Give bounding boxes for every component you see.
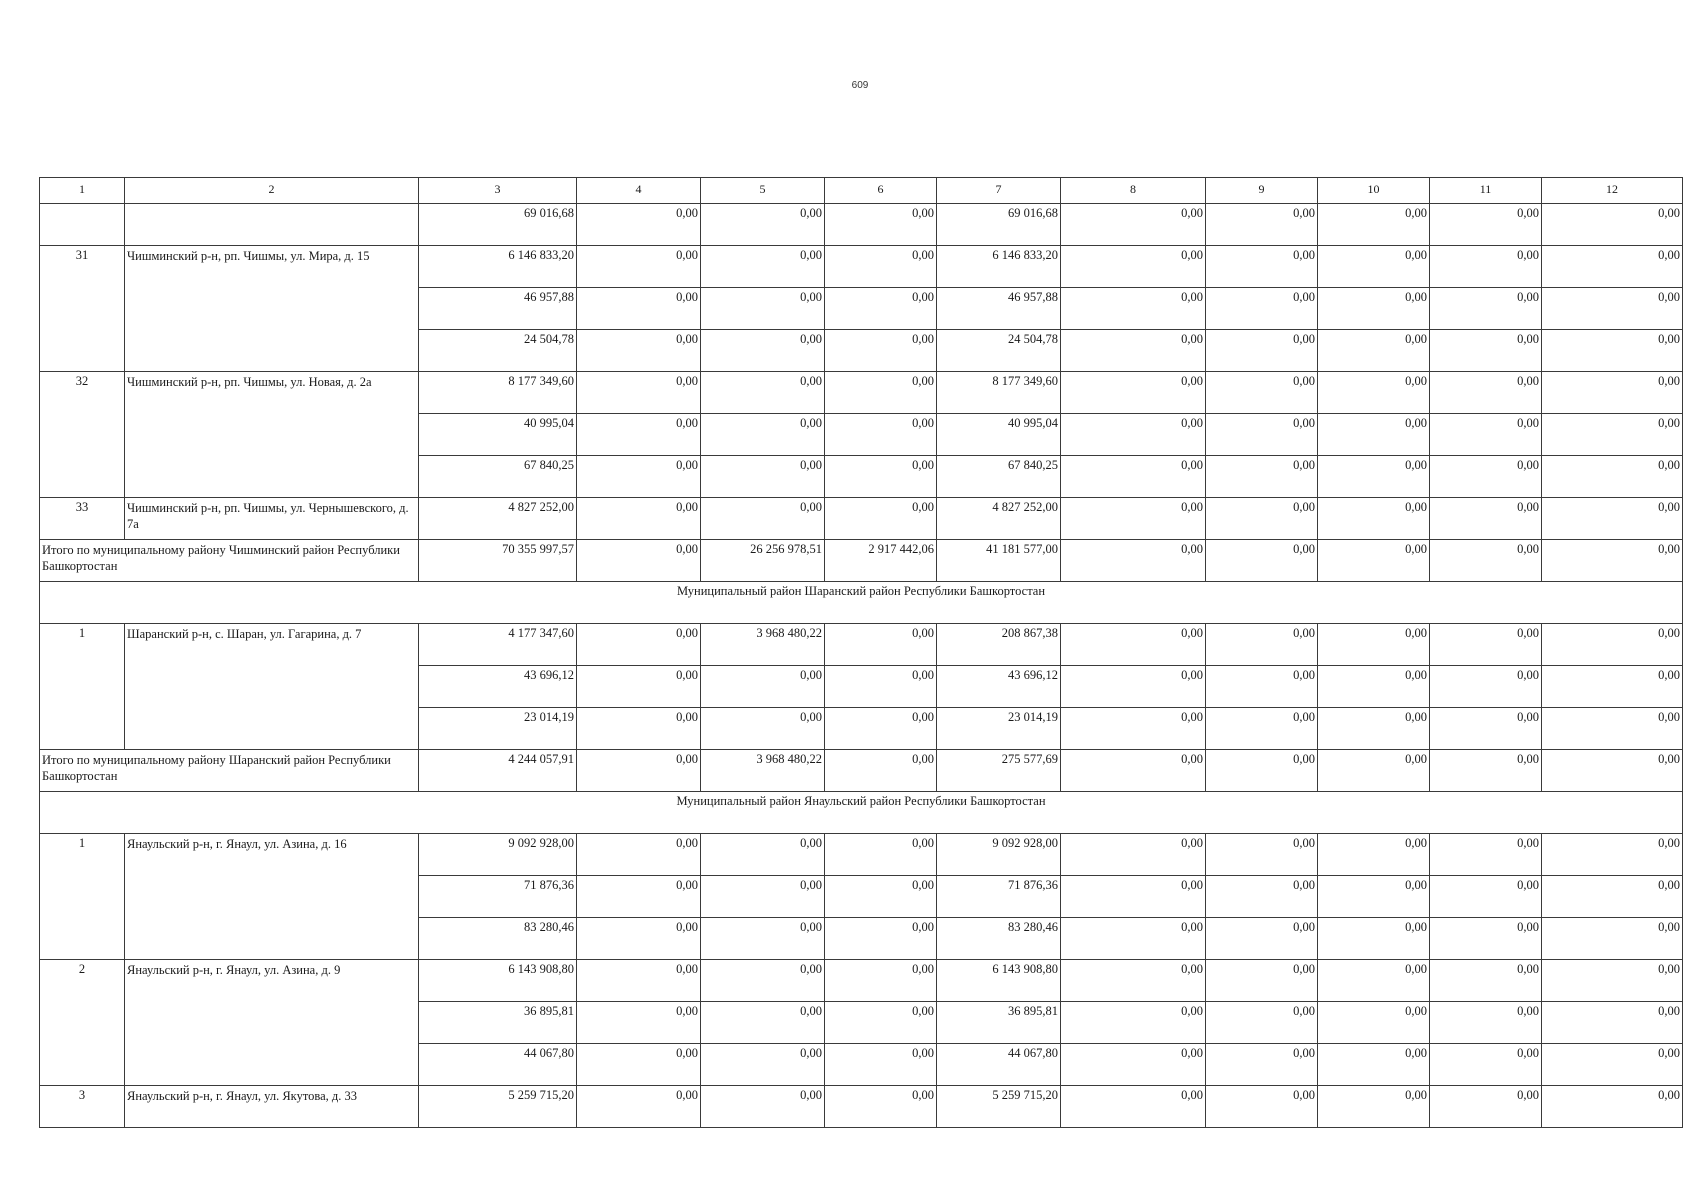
amount-cell: 0,00 [1542,498,1683,540]
table-row [40,204,1683,246]
amount-cell: 0,00 [577,288,701,330]
amount-cell: 0,00 [1542,204,1683,246]
amount-cell: 24 504,78 [419,330,577,372]
amount-cell: 0,00 [1206,1044,1318,1086]
budget-table [39,177,1683,1128]
object-address: Янаульский р-н, г. Янаул, ул. Якутова, д. 33 [125,1086,419,1128]
amount-cell: 23 014,19 [419,708,577,750]
district-section-header [40,792,1683,834]
amount-cell: 0,00 [1206,1002,1318,1044]
amount-cell: 3 968 480,22 [701,624,825,666]
amount-cell: 0,00 [825,330,937,372]
amount-cell: 0,00 [825,708,937,750]
amount-cell: 0,00 [1542,834,1683,876]
amount-cell: 40 995,04 [937,414,1061,456]
total-amount: 0,00 [1318,540,1430,582]
table-row [40,624,1683,666]
amount-cell: 0,00 [1542,372,1683,414]
amount-cell: 0,00 [1542,414,1683,456]
amount-cell: 6 146 833,20 [937,246,1061,288]
amount-cell: 0,00 [1061,414,1206,456]
amount-cell: 0,00 [701,666,825,708]
section-title: Муниципальный район Шаранский район Республики Башкортостан [40,582,1683,624]
amount-cell: 0,00 [1430,1044,1542,1086]
amount-cell: 0,00 [701,876,825,918]
amount-cell: 0,00 [1430,876,1542,918]
amount-cell: 0,00 [1430,666,1542,708]
amount-cell: 0,00 [701,330,825,372]
amount-cell: 0,00 [1061,834,1206,876]
object-number: 32 [40,372,125,498]
amount-cell: 0,00 [1318,1086,1430,1128]
amount-cell: 0,00 [577,330,701,372]
object-number: 1 [40,624,125,750]
amount-cell: 0,00 [1318,960,1430,1002]
amount-cell: 0,00 [701,708,825,750]
amount-cell: 43 696,12 [419,666,577,708]
amount-cell: 0,00 [825,960,937,1002]
amount-cell: 0,00 [1061,1086,1206,1128]
amount-cell: 0,00 [577,246,701,288]
column-number: 12 [1542,178,1683,204]
amount-cell: 0,00 [1430,708,1542,750]
amount-cell: 0,00 [577,834,701,876]
amount-cell: 5 259 715,20 [937,1086,1061,1128]
amount-cell: 0,00 [825,498,937,540]
amount-cell: 69 016,68 [419,204,577,246]
amount-cell: 0,00 [1061,918,1206,960]
total-amount: 26 256 978,51 [701,540,825,582]
amount-cell: 0,00 [1430,960,1542,1002]
amount-cell: 6 146 833,20 [419,246,577,288]
amount-cell: 0,00 [825,666,937,708]
amount-cell: 0,00 [1542,1086,1683,1128]
amount-cell: 0,00 [825,372,937,414]
amount-cell: 0,00 [1318,708,1430,750]
amount-cell: 8 177 349,60 [937,372,1061,414]
amount-cell: 0,00 [1061,960,1206,1002]
total-amount: 275 577,69 [937,750,1061,792]
amount-cell: 0,00 [1318,330,1430,372]
object-number [40,204,125,246]
amount-cell: 5 259 715,20 [419,1086,577,1128]
column-number: 7 [937,178,1061,204]
amount-cell: 67 840,25 [419,456,577,498]
amount-cell: 0,00 [1061,330,1206,372]
amount-cell: 0,00 [1318,246,1430,288]
district-total-row [40,540,1683,582]
amount-cell: 44 067,80 [937,1044,1061,1086]
amount-cell: 0,00 [1061,288,1206,330]
amount-cell: 9 092 928,00 [937,834,1061,876]
amount-cell: 0,00 [1061,456,1206,498]
amount-cell: 0,00 [825,1086,937,1128]
amount-cell: 0,00 [1542,960,1683,1002]
amount-cell: 0,00 [1206,834,1318,876]
amount-cell: 0,00 [825,204,937,246]
column-number: 9 [1206,178,1318,204]
amount-cell: 0,00 [577,1044,701,1086]
amount-cell: 0,00 [701,918,825,960]
table-row [40,372,1683,414]
amount-cell: 83 280,46 [419,918,577,960]
amount-cell: 0,00 [1206,204,1318,246]
amount-cell: 0,00 [1430,456,1542,498]
amount-cell: 40 995,04 [419,414,577,456]
amount-cell: 0,00 [1206,372,1318,414]
amount-cell: 0,00 [1061,666,1206,708]
amount-cell: 0,00 [701,498,825,540]
district-section-header [40,582,1683,624]
object-address: Чишминский р-н, рп. Чишмы, ул. Мира, д. 15 [125,246,419,372]
amount-cell: 0,00 [1206,960,1318,1002]
amount-cell: 0,00 [1318,1002,1430,1044]
amount-cell: 0,00 [701,960,825,1002]
total-label: Итого по муниципальному району Чишминский район Республики Башкортостан [40,540,419,582]
page-number: 609 [851,80,869,91]
column-number: 1 [40,178,125,204]
amount-cell: 0,00 [577,708,701,750]
amount-cell: 67 840,25 [937,456,1061,498]
column-number-row [40,178,1683,204]
total-amount: 3 968 480,22 [701,750,825,792]
column-number: 10 [1318,178,1430,204]
amount-cell: 0,00 [701,414,825,456]
amount-cell: 23 014,19 [937,708,1061,750]
amount-cell: 0,00 [825,414,937,456]
amount-cell: 8 177 349,60 [419,372,577,414]
amount-cell: 46 957,88 [937,288,1061,330]
amount-cell: 0,00 [1542,1002,1683,1044]
amount-cell: 0,00 [701,288,825,330]
amount-cell: 0,00 [1206,246,1318,288]
amount-cell: 0,00 [1430,624,1542,666]
table-row [40,960,1683,1002]
amount-cell: 0,00 [825,288,937,330]
amount-cell: 0,00 [1061,1002,1206,1044]
amount-cell: 36 895,81 [419,1002,577,1044]
amount-cell: 0,00 [577,204,701,246]
amount-cell: 0,00 [1061,624,1206,666]
amount-cell: 0,00 [1206,666,1318,708]
amount-cell: 0,00 [1318,456,1430,498]
amount-cell: 0,00 [1542,288,1683,330]
amount-cell: 0,00 [1542,876,1683,918]
amount-cell: 0,00 [825,918,937,960]
amount-cell: 44 067,80 [419,1044,577,1086]
amount-cell: 4 177 347,60 [419,624,577,666]
amount-cell: 0,00 [1318,372,1430,414]
total-amount: 0,00 [1430,750,1542,792]
amount-cell: 0,00 [1430,414,1542,456]
amount-cell: 69 016,68 [937,204,1061,246]
amount-cell: 0,00 [701,1002,825,1044]
district-total-row [40,750,1683,792]
amount-cell: 0,00 [701,372,825,414]
table-row [40,1086,1683,1128]
amount-cell: 9 092 928,00 [419,834,577,876]
amount-cell: 0,00 [825,1044,937,1086]
amount-cell: 6 143 908,80 [419,960,577,1002]
amount-cell: 0,00 [1206,708,1318,750]
amount-cell: 71 876,36 [419,876,577,918]
amount-cell: 0,00 [825,834,937,876]
amount-cell: 0,00 [701,204,825,246]
total-amount: 41 181 577,00 [937,540,1061,582]
total-amount: 0,00 [1318,750,1430,792]
amount-cell: 0,00 [1061,876,1206,918]
column-number: 2 [125,178,419,204]
amount-cell: 0,00 [1206,1086,1318,1128]
amount-cell: 0,00 [1430,288,1542,330]
column-number: 4 [577,178,701,204]
amount-cell: 0,00 [1318,1044,1430,1086]
total-label: Итого по муниципальному району Шаранский район Республики Башкортостан [40,750,419,792]
amount-cell: 0,00 [1542,708,1683,750]
amount-cell: 0,00 [577,372,701,414]
column-number: 8 [1061,178,1206,204]
amount-cell: 0,00 [1542,330,1683,372]
amount-cell: 4 827 252,00 [937,498,1061,540]
amount-cell: 0,00 [1318,414,1430,456]
amount-cell: 24 504,78 [937,330,1061,372]
amount-cell: 4 827 252,00 [419,498,577,540]
amount-cell: 0,00 [1430,372,1542,414]
amount-cell: 0,00 [1206,876,1318,918]
amount-cell: 0,00 [701,456,825,498]
column-number: 11 [1430,178,1542,204]
amount-cell: 0,00 [1206,288,1318,330]
amount-cell: 0,00 [1430,834,1542,876]
amount-cell: 0,00 [1430,204,1542,246]
amount-cell: 43 696,12 [937,666,1061,708]
table-row [40,498,1683,540]
total-amount: 70 355 997,57 [419,540,577,582]
amount-cell: 0,00 [1318,834,1430,876]
object-number: 3 [40,1086,125,1128]
total-amount: 2 917 442,06 [825,540,937,582]
amount-cell: 36 895,81 [937,1002,1061,1044]
table-row [40,834,1683,876]
amount-cell: 0,00 [701,1044,825,1086]
object-address [125,204,419,246]
amount-cell: 0,00 [1318,288,1430,330]
amount-cell: 0,00 [1430,498,1542,540]
amount-cell: 0,00 [825,624,937,666]
amount-cell: 0,00 [1542,666,1683,708]
total-amount: 0,00 [577,750,701,792]
amount-cell: 0,00 [1318,918,1430,960]
object-address: Янаульский р-н, г. Янаул, ул. Азина, д. 9 [125,960,419,1086]
column-number: 3 [419,178,577,204]
amount-cell: 0,00 [1318,204,1430,246]
object-number: 1 [40,834,125,960]
amount-cell: 0,00 [1206,330,1318,372]
amount-cell: 208 867,38 [937,624,1061,666]
amount-cell: 0,00 [701,246,825,288]
object-address: Янаульский р-н, г. Янаул, ул. Азина, д. 16 [125,834,419,960]
amount-cell: 0,00 [1542,246,1683,288]
total-amount: 0,00 [1206,540,1318,582]
amount-cell: 0,00 [577,456,701,498]
amount-cell: 0,00 [1061,708,1206,750]
amount-cell: 0,00 [825,246,937,288]
object-address: Шаранский р-н, с. Шаран, ул. Гагарина, д. 7 [125,624,419,750]
total-amount: 0,00 [577,540,701,582]
amount-cell: 0,00 [1206,498,1318,540]
object-number: 2 [40,960,125,1086]
object-number: 33 [40,498,125,540]
amount-cell: 0,00 [1061,372,1206,414]
amount-cell: 0,00 [1206,456,1318,498]
amount-cell: 0,00 [1542,918,1683,960]
column-number: 5 [701,178,825,204]
object-number: 31 [40,246,125,372]
amount-cell: 0,00 [1430,1086,1542,1128]
total-amount: 4 244 057,91 [419,750,577,792]
amount-cell: 0,00 [577,1002,701,1044]
amount-cell: 0,00 [577,918,701,960]
amount-cell: 0,00 [701,1086,825,1128]
column-number: 6 [825,178,937,204]
amount-cell: 0,00 [577,876,701,918]
object-address: Чишминский р-н, рп. Чишмы, ул. Чернышевского, д. 7а [125,498,419,540]
amount-cell: 0,00 [1318,666,1430,708]
total-amount: 0,00 [1542,540,1683,582]
amount-cell: 0,00 [1542,456,1683,498]
amount-cell: 0,00 [1430,246,1542,288]
amount-cell: 0,00 [1206,414,1318,456]
total-amount: 0,00 [1061,750,1206,792]
amount-cell: 0,00 [1206,624,1318,666]
amount-cell: 0,00 [1061,1044,1206,1086]
amount-cell: 0,00 [825,876,937,918]
amount-cell: 0,00 [1061,498,1206,540]
total-amount: 0,00 [825,750,937,792]
amount-cell: 0,00 [1430,330,1542,372]
amount-cell: 0,00 [1430,918,1542,960]
amount-cell: 0,00 [577,414,701,456]
amount-cell: 0,00 [1542,1044,1683,1086]
object-address: Чишминский р-н, рп. Чишмы, ул. Новая, д. 2а [125,372,419,498]
amount-cell: 83 280,46 [937,918,1061,960]
total-amount: 0,00 [1061,540,1206,582]
amount-cell: 0,00 [1061,246,1206,288]
amount-cell: 0,00 [1318,876,1430,918]
amount-cell: 0,00 [1061,204,1206,246]
amount-cell: 0,00 [577,666,701,708]
amount-cell: 0,00 [1430,1002,1542,1044]
amount-cell: 0,00 [701,834,825,876]
amount-cell: 0,00 [1318,498,1430,540]
section-title: Муниципальный район Янаульский район Республики Башкортостан [40,792,1683,834]
amount-cell: 46 957,88 [419,288,577,330]
amount-cell: 0,00 [577,498,701,540]
total-amount: 0,00 [1206,750,1318,792]
table-row [40,246,1683,288]
amount-cell: 0,00 [825,1002,937,1044]
total-amount: 0,00 [1542,750,1683,792]
amount-cell: 71 876,36 [937,876,1061,918]
amount-cell: 0,00 [577,624,701,666]
amount-cell: 0,00 [1542,624,1683,666]
amount-cell: 6 143 908,80 [937,960,1061,1002]
amount-cell: 0,00 [1206,918,1318,960]
amount-cell: 0,00 [825,456,937,498]
amount-cell: 0,00 [577,1086,701,1128]
total-amount: 0,00 [1430,540,1542,582]
amount-cell: 0,00 [577,960,701,1002]
amount-cell: 0,00 [1318,624,1430,666]
